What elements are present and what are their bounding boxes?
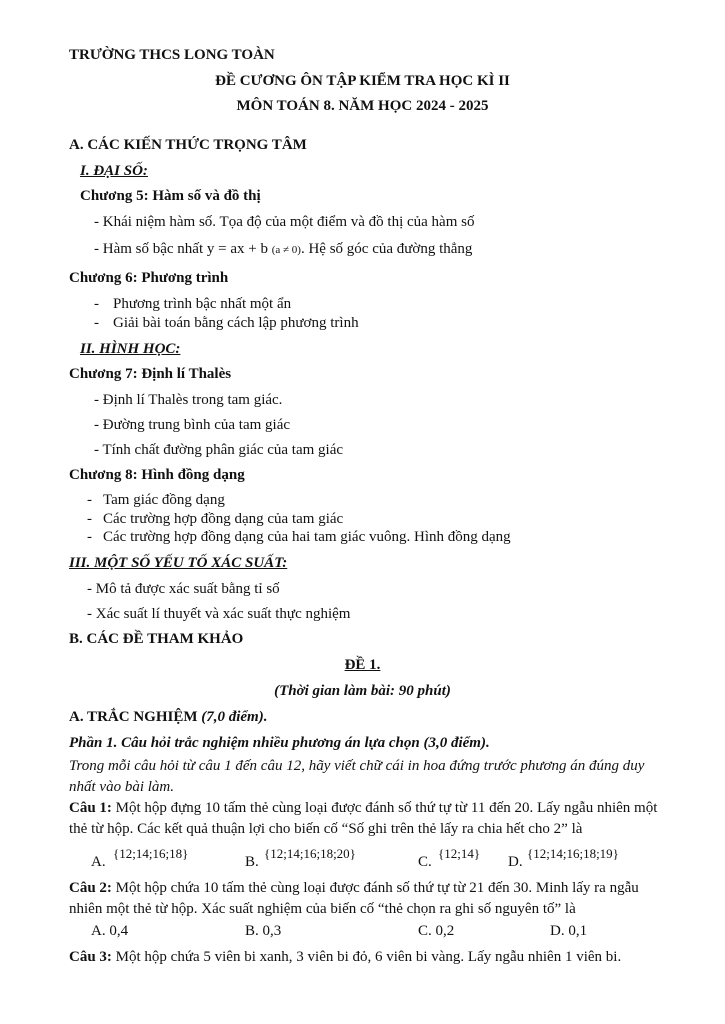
slope-text: . Hệ số góc của đường thẳng (300, 241, 473, 257)
chapter-8-item: - Các trường hợp đồng dạng của hai tam giác vuông. Hình đồng dạng (87, 529, 511, 545)
exam-title: ĐỀ 1. (344, 657, 381, 673)
chapter-7-item: - Đường trung bình của tam giác (94, 417, 291, 433)
option-b-letter: B. (245, 854, 259, 870)
part-a-heading: A. CÁC KIẾN THỨC TRỌNG TÂM (69, 137, 307, 153)
option-c-value: {12;14} (438, 846, 481, 861)
instructions: Trong mỗi câu hỏi từ câu 1 đến câu 12, hãy viết chữ cái in hoa đứng trước phương án đúng duy nhất vào bài làm. (69, 758, 645, 795)
option-d-value: {12;14;16;18;19} (527, 846, 619, 861)
part-b-heading: B. CÁC ĐỀ THAM KHẢO (69, 631, 244, 647)
section-a-heading: A. TRẮC NGHIỆM (7,0 điểm). (69, 709, 268, 725)
algebra-heading: I. ĐẠI SỐ: (80, 163, 148, 179)
question-3: Câu 3: Một hộp chứa 5 viên bi xanh, 3 viên bi đỏ, 6 viên bi vàng. Lấy ngẫu nhiên 1 viên bi. (69, 949, 622, 965)
school-name: TRƯỜNG THCS LONG TOÀN (69, 47, 275, 63)
document-subtitle: MÔN TOÁN 8. NĂM HỌC 2024 - 2025 (236, 98, 489, 114)
chapter-6-item: - Phương trình bậc nhất một ẩn (94, 296, 292, 312)
probability-heading: III. MỘT SỐ YẾU TỐ XÁC SUẤT: (69, 555, 288, 571)
chapter-7-title: Chương 7: Định lí Thalès (69, 366, 232, 382)
probability-item: - Mô tả được xác suất bằng tỉ số (87, 581, 280, 597)
option-a-value: {12;14;16;18} (113, 846, 189, 861)
chapter-8-item: - Tam giác đồng dạng (87, 492, 225, 508)
chapter-5-item (94, 240, 472, 259)
chapter-8-title: Chương 8: Hình đồng dạng (69, 467, 245, 483)
option-d: D. 0,1 (550, 923, 588, 939)
option-b-value: {12;14;16;18;20} (264, 846, 356, 861)
option-b: B. 0,3 (245, 923, 282, 939)
probability-item: - Xác suất lí thuyết và xác suất thực nghiệm (87, 606, 351, 622)
exam-time: (Thời gian làm bài: 90 phút) (274, 683, 451, 699)
option-a-letter: A. (91, 854, 106, 870)
part-1-title: Phần 1. Câu hỏi trắc nghiệm nhiều phương án lựa chọn (3,0 điểm). (69, 735, 490, 751)
question-2: Câu 2: Một hộp chứa 10 tấm thẻ cùng loại được đánh số thứ tự từ 21 đến 30. Minh lấy ra ngẫu nhiên một thẻ từ hộp. Xác suất nghiệm của biến cố “thẻ chọn ra ghi số nguyên tố” là (69, 880, 639, 917)
chapter-7-item: - Tính chất đường phân giác của tam giác (94, 442, 344, 458)
chapter-5-item: - Khái niệm hàm số. Tọa độ của một điểm và đồ thị của hàm số (94, 214, 475, 230)
chapter-6-title: Chương 6: Phương trình (69, 270, 229, 286)
option-a: A. 0,4 (91, 923, 129, 939)
question-1: Câu 1: Một hộp đựng 10 tấm thẻ cùng loại được đánh số thứ tự từ 11 đến 20. Lấy ngẫu nhiên một thẻ từ hộp. Các kết quả thuận lợi cho biến cố “Số ghi trên thẻ lấy ra chia hết cho 2” là (69, 800, 658, 837)
linear-function-text: - Hàm số bậc nhất y = ax + b (94, 241, 272, 257)
chapter-8-item: - Các trường hợp đồng dạng của tam giác (87, 511, 344, 527)
chapter-6-item: - Giải bài toán bằng cách lập phương trình (94, 315, 359, 331)
chapter-7-item: - Định lí Thalès trong tam giác. (94, 392, 283, 408)
option-c: C. 0,2 (418, 923, 455, 939)
option-c-letter: C. (418, 854, 432, 870)
option-d-letter: D. (508, 854, 523, 870)
document-title: ĐỀ CƯƠNG ÔN TẬP KIỂM TRA HỌC KÌ II (215, 73, 510, 89)
condition-formula: (a ≠ 0) (271, 244, 301, 256)
chapter-5-title: Chương 5: Hàm số và đồ thị (80, 188, 261, 204)
geometry-heading: II. HÌNH HỌC: (80, 341, 181, 357)
